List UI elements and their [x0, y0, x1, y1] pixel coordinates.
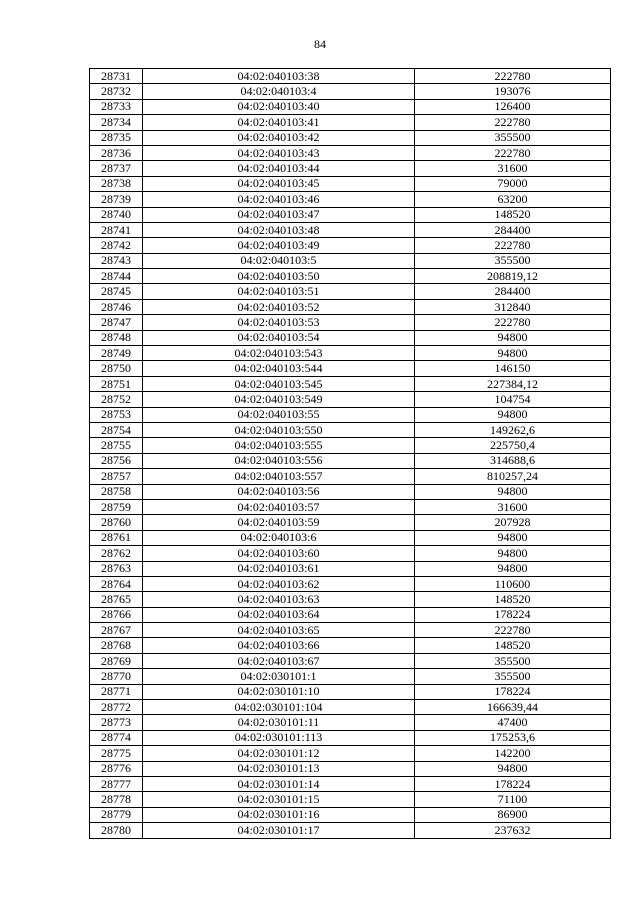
table-row — [90, 638, 611, 653]
row-number-cell: 28763 — [90, 561, 143, 576]
row-number-cell: 28760 — [90, 515, 143, 530]
table-row — [90, 576, 611, 591]
value-cell: 178224 — [415, 776, 611, 791]
value-cell: 355500 — [415, 669, 611, 684]
table-row — [90, 469, 611, 484]
cadastral-number-cell: 04:02:040103:40 — [143, 99, 415, 114]
row-number-cell: 28755 — [90, 438, 143, 453]
row-number-cell: 28743 — [90, 253, 143, 268]
cadastral-number-cell: 04:02:040103:60 — [143, 546, 415, 561]
value-cell: 178224 — [415, 684, 611, 699]
value-cell: 148520 — [415, 592, 611, 607]
row-number-cell: 28737 — [90, 161, 143, 176]
cadastral-number-cell: 04:02:030101:17 — [143, 823, 415, 838]
table-row — [90, 192, 611, 207]
row-number-cell: 28748 — [90, 330, 143, 345]
value-cell: 222780 — [415, 69, 611, 84]
table-row — [90, 361, 611, 376]
value-cell: 63200 — [415, 192, 611, 207]
row-number-cell: 28759 — [90, 499, 143, 514]
row-number-cell: 28732 — [90, 84, 143, 99]
value-cell: 237632 — [415, 823, 611, 838]
value-cell: 94800 — [415, 761, 611, 776]
row-number-cell: 28764 — [90, 576, 143, 591]
table-row — [90, 730, 611, 745]
value-cell: 94800 — [415, 484, 611, 499]
cadastral-number-cell: 04:02:040103:57 — [143, 499, 415, 514]
row-number-cell: 28776 — [90, 761, 143, 776]
table-row — [90, 530, 611, 545]
cadastral-number-cell: 04:02:030101:14 — [143, 776, 415, 791]
table-row — [90, 130, 611, 145]
table-row — [90, 684, 611, 699]
cadastral-number-cell: 04:02:040103:555 — [143, 438, 415, 453]
cadastral-number-cell: 04:02:030101:12 — [143, 746, 415, 761]
value-cell: 166639,44 — [415, 700, 611, 715]
row-number-cell: 28733 — [90, 99, 143, 114]
value-cell: 94800 — [415, 330, 611, 345]
value-cell: 355500 — [415, 130, 611, 145]
value-cell: 94800 — [415, 346, 611, 361]
table-row — [90, 653, 611, 668]
value-cell: 142200 — [415, 746, 611, 761]
table-row — [90, 253, 611, 268]
cadastral-number-cell: 04:02:040103:52 — [143, 299, 415, 314]
cadastral-number-cell: 04:02:040103:55 — [143, 407, 415, 422]
table-row — [90, 407, 611, 422]
table-row — [90, 99, 611, 114]
cadastral-number-cell: 04:02:030101:13 — [143, 761, 415, 776]
table-row — [90, 422, 611, 437]
value-cell: 355500 — [415, 653, 611, 668]
value-cell: 284400 — [415, 284, 611, 299]
row-number-cell: 28751 — [90, 376, 143, 391]
value-cell: 79000 — [415, 176, 611, 191]
cadastral-number-cell: 04:02:040103:63 — [143, 592, 415, 607]
value-cell: 207928 — [415, 515, 611, 530]
row-number-cell: 28757 — [90, 469, 143, 484]
cadastral-number-cell: 04:02:040103:62 — [143, 576, 415, 591]
table-row — [90, 499, 611, 514]
cadastral-number-cell: 04:02:040103:545 — [143, 376, 415, 391]
cadastral-number-cell: 04:02:030101:1 — [143, 669, 415, 684]
table-row — [90, 330, 611, 345]
table-row — [90, 669, 611, 684]
cadastral-number-cell: 04:02:040103:556 — [143, 453, 415, 468]
value-cell: 175253,6 — [415, 730, 611, 745]
cadastral-number-cell: 04:02:040103:65 — [143, 623, 415, 638]
cadastral-number-cell: 04:02:040103:46 — [143, 192, 415, 207]
value-cell: 86900 — [415, 807, 611, 822]
cadastral-number-cell: 04:02:040103:59 — [143, 515, 415, 530]
table-row — [90, 392, 611, 407]
table-row — [90, 592, 611, 607]
table-row — [90, 438, 611, 453]
value-cell: 208819,12 — [415, 269, 611, 284]
table-row — [90, 69, 611, 84]
value-cell: 149262,6 — [415, 422, 611, 437]
value-cell: 178224 — [415, 607, 611, 622]
cadastral-number-cell: 04:02:040103:56 — [143, 484, 415, 499]
cadastral-number-cell: 04:02:040103:44 — [143, 161, 415, 176]
row-number-cell: 28768 — [90, 638, 143, 653]
cadastral-number-cell: 04:02:030101:104 — [143, 700, 415, 715]
cadastral-number-cell: 04:02:040103:49 — [143, 238, 415, 253]
value-cell: 222780 — [415, 145, 611, 160]
row-number-cell: 28772 — [90, 700, 143, 715]
table-row — [90, 222, 611, 237]
cadastral-number-cell: 04:02:030101:15 — [143, 792, 415, 807]
cadastral-number-cell: 04:02:030101:113 — [143, 730, 415, 745]
table-row — [90, 746, 611, 761]
table-row — [90, 115, 611, 130]
cadastral-number-cell: 04:02:040103:4 — [143, 84, 415, 99]
row-number-cell: 28762 — [90, 546, 143, 561]
row-number-cell: 28738 — [90, 176, 143, 191]
value-cell: 104754 — [415, 392, 611, 407]
value-cell: 31600 — [415, 161, 611, 176]
value-cell: 31600 — [415, 499, 611, 514]
table-row — [90, 792, 611, 807]
table-row — [90, 807, 611, 822]
table-row — [90, 484, 611, 499]
value-cell: 222780 — [415, 115, 611, 130]
value-cell: 312840 — [415, 299, 611, 314]
row-number-cell: 28778 — [90, 792, 143, 807]
row-number-cell: 28780 — [90, 823, 143, 838]
table-row — [90, 761, 611, 776]
table-row — [90, 315, 611, 330]
table-row — [90, 607, 611, 622]
row-number-cell: 28731 — [90, 69, 143, 84]
value-cell: 222780 — [415, 238, 611, 253]
value-cell: 94800 — [415, 407, 611, 422]
row-number-cell: 28766 — [90, 607, 143, 622]
cadastral-number-cell: 04:02:040103:64 — [143, 607, 415, 622]
row-number-cell: 28741 — [90, 222, 143, 237]
row-number-cell: 28770 — [90, 669, 143, 684]
cadastral-number-cell: 04:02:040103:61 — [143, 561, 415, 576]
value-cell: 314688,6 — [415, 453, 611, 468]
cadastral-number-cell: 04:02:040103:67 — [143, 653, 415, 668]
cadastral-number-cell: 04:02:040103:42 — [143, 130, 415, 145]
row-number-cell: 28749 — [90, 346, 143, 361]
value-cell: 222780 — [415, 623, 611, 638]
cadastral-number-cell: 04:02:040103:45 — [143, 176, 415, 191]
row-number-cell: 28775 — [90, 746, 143, 761]
table-row — [90, 299, 611, 314]
row-number-cell: 28744 — [90, 269, 143, 284]
cadastral-number-cell: 04:02:040103:47 — [143, 207, 415, 222]
row-number-cell: 28745 — [90, 284, 143, 299]
cadastral-number-cell: 04:02:040103:48 — [143, 222, 415, 237]
value-cell: 71100 — [415, 792, 611, 807]
row-number-cell: 28771 — [90, 684, 143, 699]
table-row — [90, 561, 611, 576]
table-row — [90, 207, 611, 222]
row-number-cell: 28758 — [90, 484, 143, 499]
value-cell: 284400 — [415, 222, 611, 237]
row-number-cell: 28735 — [90, 130, 143, 145]
row-number-cell: 28765 — [90, 592, 143, 607]
table-row — [90, 376, 611, 391]
cadastral-number-cell: 04:02:030101:16 — [143, 807, 415, 822]
cadastral-number-cell: 04:02:040103:5 — [143, 253, 415, 268]
cadastral-number-cell: 04:02:030101:10 — [143, 684, 415, 699]
value-cell: 94800 — [415, 546, 611, 561]
value-cell: 94800 — [415, 561, 611, 576]
row-number-cell: 28773 — [90, 715, 143, 730]
table-row — [90, 346, 611, 361]
row-number-cell: 28756 — [90, 453, 143, 468]
row-number-cell: 28740 — [90, 207, 143, 222]
row-number-cell: 28774 — [90, 730, 143, 745]
table-row — [90, 623, 611, 638]
value-cell: 810257,24 — [415, 469, 611, 484]
table-row — [90, 161, 611, 176]
cadastral-number-cell: 04:02:040103:6 — [143, 530, 415, 545]
table-row — [90, 145, 611, 160]
table-row — [90, 515, 611, 530]
row-number-cell: 28752 — [90, 392, 143, 407]
cadastral-number-cell: 04:02:030101:11 — [143, 715, 415, 730]
value-cell: 148520 — [415, 638, 611, 653]
cadastral-value-table — [89, 68, 611, 839]
cadastral-number-cell: 04:02:040103:549 — [143, 392, 415, 407]
cadastral-number-cell: 04:02:040103:43 — [143, 145, 415, 160]
cadastral-number-cell: 04:02:040103:41 — [143, 115, 415, 130]
row-number-cell: 28753 — [90, 407, 143, 422]
table-row — [90, 546, 611, 561]
value-cell: 146150 — [415, 361, 611, 376]
table-row — [90, 823, 611, 838]
table-row — [90, 453, 611, 468]
row-number-cell: 28761 — [90, 530, 143, 545]
row-number-cell: 28767 — [90, 623, 143, 638]
cadastral-number-cell: 04:02:040103:66 — [143, 638, 415, 653]
row-number-cell: 28750 — [90, 361, 143, 376]
row-number-cell: 28779 — [90, 807, 143, 822]
cadastral-number-cell: 04:02:040103:544 — [143, 361, 415, 376]
table-row — [90, 776, 611, 791]
value-cell: 110600 — [415, 576, 611, 591]
row-number-cell: 28742 — [90, 238, 143, 253]
row-number-cell: 28754 — [90, 422, 143, 437]
row-number-cell: 28739 — [90, 192, 143, 207]
row-number-cell: 28746 — [90, 299, 143, 314]
cadastral-number-cell: 04:02:040103:54 — [143, 330, 415, 345]
cadastral-number-cell: 04:02:040103:543 — [143, 346, 415, 361]
table-row — [90, 238, 611, 253]
value-cell: 225750,4 — [415, 438, 611, 453]
cadastral-number-cell: 04:02:040103:557 — [143, 469, 415, 484]
table-row — [90, 84, 611, 99]
value-cell: 222780 — [415, 315, 611, 330]
table-row — [90, 284, 611, 299]
value-cell: 227384,12 — [415, 376, 611, 391]
row-number-cell: 28736 — [90, 145, 143, 160]
value-cell: 193076 — [415, 84, 611, 99]
table-row — [90, 715, 611, 730]
page-number: 84 — [314, 37, 326, 51]
value-cell: 94800 — [415, 530, 611, 545]
table-body — [90, 69, 611, 839]
cadastral-number-cell: 04:02:040103:50 — [143, 269, 415, 284]
value-cell: 47400 — [415, 715, 611, 730]
value-cell: 355500 — [415, 253, 611, 268]
table-row — [90, 700, 611, 715]
row-number-cell: 28747 — [90, 315, 143, 330]
row-number-cell: 28769 — [90, 653, 143, 668]
table-row — [90, 176, 611, 191]
cadastral-number-cell: 04:02:040103:51 — [143, 284, 415, 299]
table-row — [90, 269, 611, 284]
row-number-cell: 28734 — [90, 115, 143, 130]
cadastral-number-cell: 04:02:040103:38 — [143, 69, 415, 84]
row-number-cell: 28777 — [90, 776, 143, 791]
value-cell: 148520 — [415, 207, 611, 222]
value-cell: 126400 — [415, 99, 611, 114]
cadastral-number-cell: 04:02:040103:53 — [143, 315, 415, 330]
cadastral-number-cell: 04:02:040103:550 — [143, 422, 415, 437]
